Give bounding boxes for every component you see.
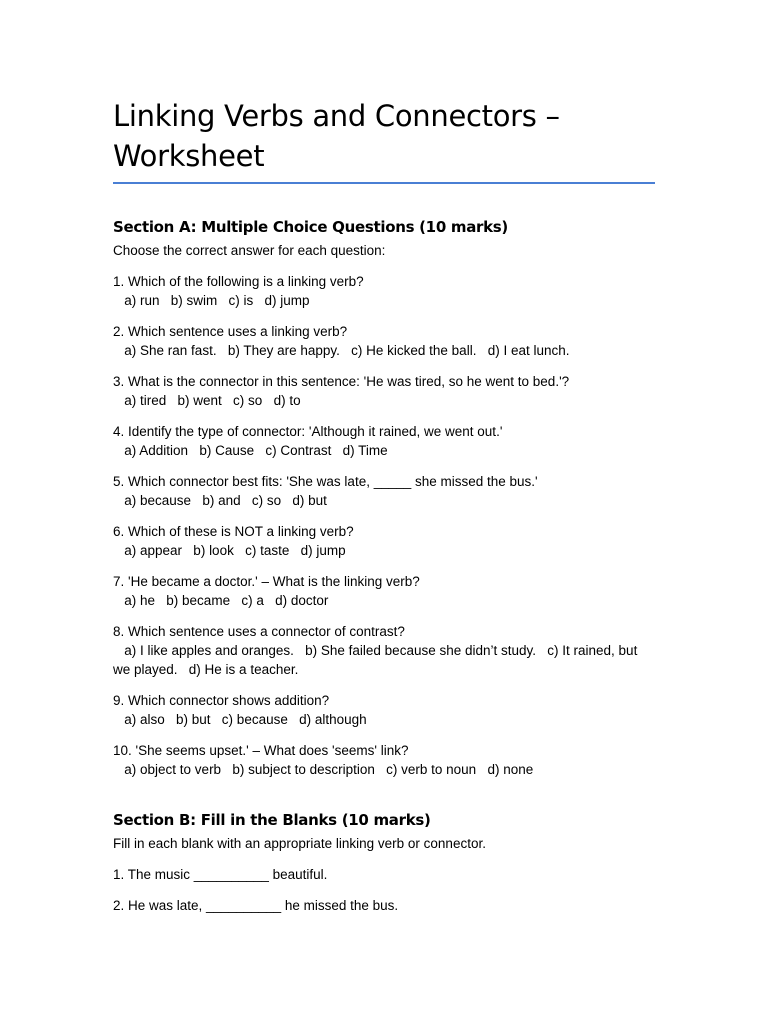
question-text: 9. Which connector shows addition? <box>113 693 330 708</box>
section-a-instructions: Choose the correct answer for each question: <box>113 243 386 258</box>
question-text: 5. Which connector best fits: 'She was late, _____ she missed the bus.' <box>113 474 538 489</box>
worksheet-page <box>113 96 655 927</box>
question-10 <box>113 741 655 779</box>
question-1 <box>113 272 655 310</box>
question-options: a) also b) but c) because d) although <box>113 712 367 727</box>
question-3 <box>113 372 655 410</box>
question-text: 1. Which of the following is a linking verb? <box>113 274 364 289</box>
question-options: a) run b) swim c) is d) jump <box>113 293 310 308</box>
question-5 <box>113 472 655 510</box>
question-text: 7. 'He became a doctor.' – What is the linking verb? <box>113 574 420 589</box>
question-options: a) Addition b) Cause c) Contrast d) Time <box>113 443 388 458</box>
question-options: a) She ran fast. b) They are happy. c) He kicked the ball. d) I eat lunch. <box>113 343 570 358</box>
section-b-instructions: Fill in each blank with an appropriate linking verb or connector. <box>113 836 486 851</box>
question-4 <box>113 422 655 460</box>
question-text: 6. Which of these is NOT a linking verb? <box>113 524 354 539</box>
question-options: a) object to verb b) subject to description c) verb to noun d) none <box>113 762 534 777</box>
question-text: 3. What is the connector in this sentence: 'He was tired, so he went to bed.'? <box>113 374 570 389</box>
question-text: 10. 'She seems upset.' – What does 'seems' link? <box>113 743 409 758</box>
question-6 <box>113 522 655 560</box>
fill-blank-item-1: 1. The music __________ beautiful. <box>113 867 328 882</box>
question-9 <box>113 691 655 729</box>
fill-blank-item-2: 2. He was late, __________ he missed the bus. <box>113 898 399 913</box>
title-underline <box>113 182 655 184</box>
question-2 <box>113 322 655 360</box>
question-list <box>113 272 655 779</box>
question-8 <box>113 622 655 679</box>
worksheet-title: Linking Verbs and Connectors – Worksheet <box>113 99 560 173</box>
fill-blank-list <box>113 865 655 915</box>
question-options: a) he b) became c) a d) doctor <box>113 593 329 608</box>
question-text: 2. Which sentence uses a linking verb? <box>113 324 348 339</box>
section-a-heading: Section A: Multiple Choice Questions (10 marks) <box>113 218 508 236</box>
question-options: a) appear b) look c) taste d) jump <box>113 543 346 558</box>
question-options: a) I like apples and oranges. b) She failed because she didn’t study. c) It rained, but we played. d) He is a teacher. <box>113 643 642 677</box>
section-b-heading: Section B: Fill in the Blanks (10 marks) <box>113 811 431 829</box>
question-options: a) tired b) went c) so d) to <box>113 393 301 408</box>
question-text: 4. Identify the type of connector: 'Although it rained, we went out.' <box>113 424 503 439</box>
question-text: 8. Which sentence uses a connector of contrast? <box>113 624 405 639</box>
question-options: a) because b) and c) so d) but <box>113 493 327 508</box>
question-7 <box>113 572 655 610</box>
